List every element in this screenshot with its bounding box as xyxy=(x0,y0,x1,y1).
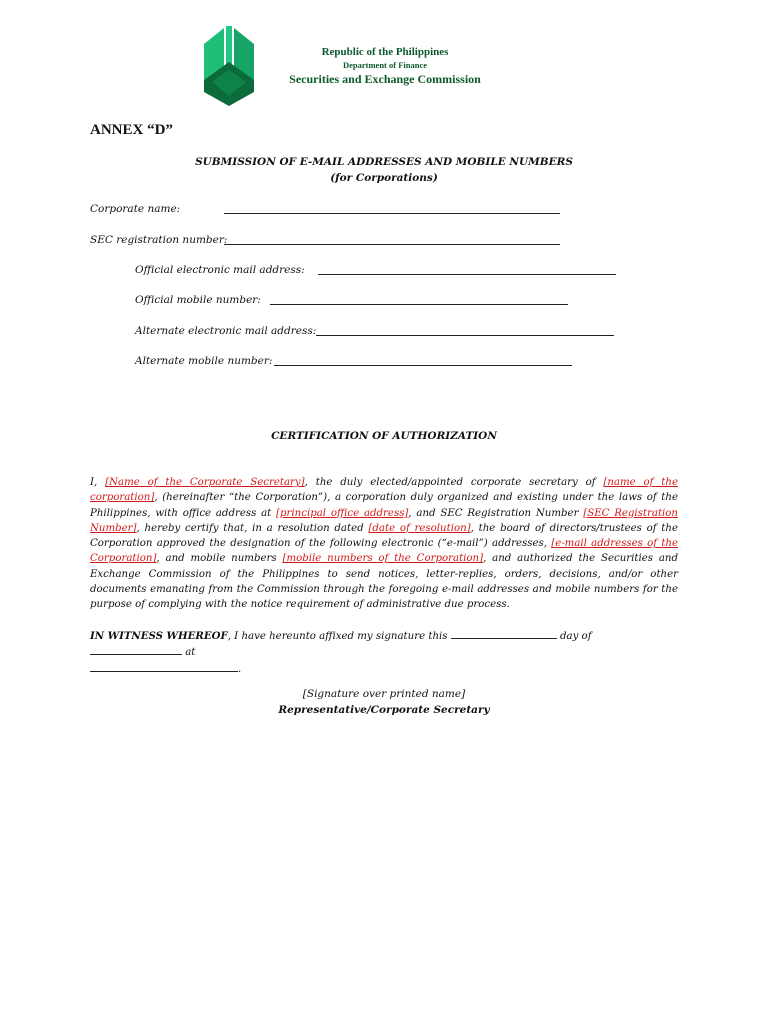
alternate-email-line[interactable] xyxy=(316,335,614,336)
placeholder-email-addresses[interactable]: [e-mail addresses of the Corporation] xyxy=(90,538,679,565)
placeholder-mobile-numbers[interactable]: [mobile numbers of the Corporation] xyxy=(282,553,484,565)
signatory-title: Representative/Corporate Secretary xyxy=(278,704,490,716)
sec-registration-label: SEC registration number: xyxy=(90,234,228,246)
signature-placeholder: [Signature over printed name] xyxy=(302,688,466,700)
header-republic: Republic of the Philippines xyxy=(321,46,449,58)
form-title: SUBMISSION OF E-MAIL ADDRESSES AND MOBILE NUMBERS xyxy=(195,156,573,168)
sec-logo-icon xyxy=(200,22,258,106)
placeholder-sec-registration[interactable]: [SEC Registration Number] xyxy=(90,507,678,534)
witness-day-line[interactable] xyxy=(451,628,557,639)
official-email-label: Official electronic mail address: xyxy=(135,264,305,276)
annex-label: ANNEX “D” xyxy=(90,122,173,138)
alternate-mobile-label: Alternate mobile number: xyxy=(135,355,273,367)
placeholder-resolution-date[interactable]: [date of resolution] xyxy=(368,522,471,534)
corporate-name-label: Corporate name: xyxy=(90,203,181,215)
placeholder-corporation-name[interactable]: [name of the corporation] xyxy=(90,477,678,504)
placeholder-office-address[interactable]: [principal office address] xyxy=(276,507,409,519)
header-department: Department of Finance xyxy=(342,60,428,70)
corporate-name-line[interactable] xyxy=(224,213,560,214)
sec-registration-line[interactable] xyxy=(224,244,560,245)
official-mobile-label: Official mobile number: xyxy=(135,294,261,306)
alternate-mobile-line[interactable] xyxy=(274,365,572,366)
header-commission: Securities and Exchange Commission xyxy=(289,72,481,86)
witness-clause: IN WITNESS WHEREOF, I have hereunto affixed my signature this day of at . xyxy=(90,630,592,675)
official-mobile-line[interactable] xyxy=(270,304,568,305)
certification-title: CERTIFICATION OF AUTHORIZATION xyxy=(271,430,497,442)
form-subtitle: (for Corporations) xyxy=(330,172,438,184)
placeholder-corporate-secretary[interactable]: [Name of the Corporate Secretary] xyxy=(105,477,305,488)
alternate-email-label: Alternate electronic mail address: xyxy=(135,325,317,337)
certification-paragraph: I, [Name of the Corporate Secretary], the duly elected/appointed corporate secretary of [name of the corporation], (hereinafter “the Corporation”), a corporation duly organized and existing under the laws of the Philippines, with office address at [principal office address], and SEC Registration Number [SEC Registration Number], hereby certify that, in a resolution dated [date of resolution], the board of directors/trustees of the Corporation approved the designation of the following electronic (“e-mail”) addresses, [e-mail addresses of the Corporation], and mobile numbers [mobile numbers of the Corporation], and authorized the Securities and Exchange Commission of the Philippines to send notices, letter-replies, orders, decisions, and/or other documents emanating from the Commission through the foregoing e-mail addresses and mobile numbers for the purpose of complying with the notice requirement of administrative due process. xyxy=(90,477,679,611)
witness-place-line[interactable] xyxy=(90,661,238,672)
official-email-line[interactable] xyxy=(318,274,616,275)
witness-month-line[interactable] xyxy=(90,644,182,655)
